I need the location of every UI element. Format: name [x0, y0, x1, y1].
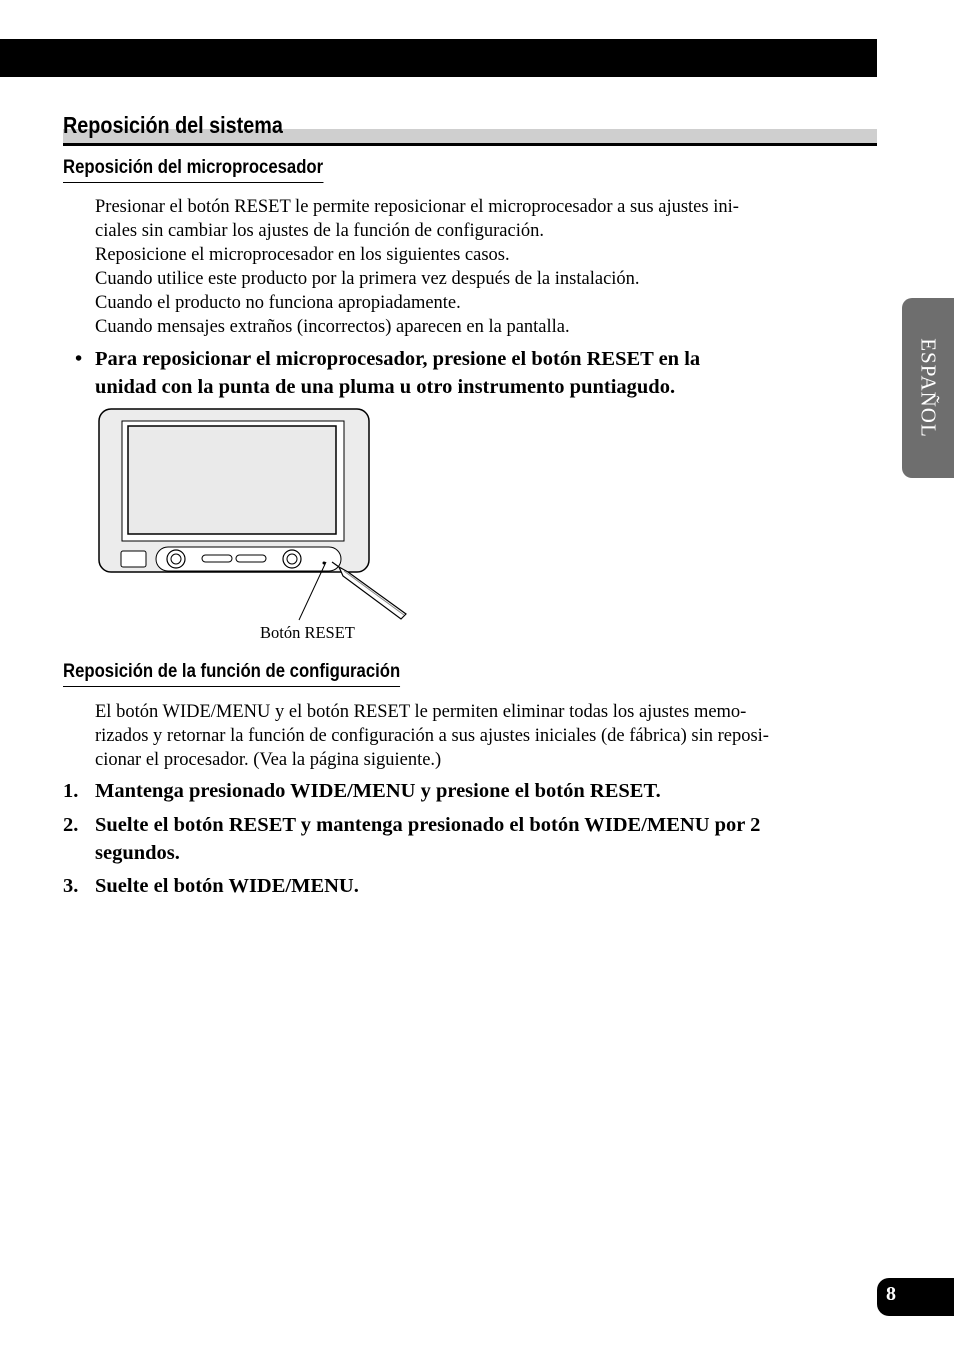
- paragraph-line: rizados y retornar la función de configuración a sus ajustes iniciales (de fábrica) sin reposi-: [95, 726, 769, 746]
- paragraph-line: Cuando el producto no funciona apropiadamente.: [95, 293, 461, 313]
- step-text: Suelte el botón RESET y mantenga presionado el botón WIDE/MENU por 2: [95, 814, 761, 836]
- step-number: 3.: [63, 875, 79, 897]
- microprocessor-paragraph: [95, 195, 739, 339]
- step-text: Suelte el botón WIDE/MENU.: [95, 875, 359, 897]
- paragraph-line: El botón WIDE/MENU y el botón RESET le permiten eliminar todas los ajustes memo-: [95, 702, 747, 722]
- bullet-symbol: •: [75, 348, 83, 370]
- configuration-paragraph: [95, 700, 769, 772]
- paragraph-line: Reposicione el microprocesador en los siguientes casos.: [95, 245, 510, 265]
- bullet-line: Para reposicionar el microprocesador, presione el botón RESET en la: [95, 348, 701, 370]
- section-title-text: Reposición del sistema: [63, 112, 283, 138]
- page-number: 8: [886, 1283, 896, 1305]
- bullet-line: unidad con la punta de una pluma u otro instrumento puntiagudo.: [95, 376, 676, 398]
- step-2: [63, 811, 760, 867]
- paragraph-line: Cuando utilice este producto por la primera vez después de la instalación.: [95, 269, 640, 289]
- paragraph-line: Presionar el botón RESET le permite reposicionar el microprocesador a sus ajustes ini-: [95, 197, 739, 217]
- paragraph-line: ciales sin cambiar los ajustes de la función de configuración.: [95, 221, 544, 241]
- language-tab-label: ESPAÑOL: [916, 338, 941, 438]
- page-number-tab: [877, 1278, 954, 1316]
- language-tab: [902, 298, 954, 478]
- step-number: 1.: [63, 780, 79, 802]
- paragraph-line: Cuando mensajes extraños (incorrectos) aparecen en la pantalla.: [95, 317, 570, 337]
- section-title: [63, 110, 877, 146]
- step-1: [63, 777, 661, 805]
- page-header-bar: [0, 39, 877, 77]
- subsection-title-microprocessor: Reposición del microprocesador: [63, 157, 323, 183]
- device-illustration: [96, 404, 416, 644]
- step-text: Mantenga presionado WIDE/MENU y presione el botón RESET.: [95, 780, 661, 802]
- instruction-bullet: [75, 345, 700, 401]
- step-text: segundos.: [95, 842, 180, 864]
- figure-caption: Botón RESET: [260, 623, 355, 642]
- pen-icon: [332, 562, 406, 619]
- paragraph-line: cionar el procesador. (Vea la página siguiente.): [95, 750, 442, 770]
- subsection-title-configuration: Reposición de la función de configuración: [63, 661, 400, 687]
- step-number: 2.: [63, 814, 79, 836]
- monitor-reset-drawing: [96, 404, 416, 644]
- step-3: [63, 872, 359, 900]
